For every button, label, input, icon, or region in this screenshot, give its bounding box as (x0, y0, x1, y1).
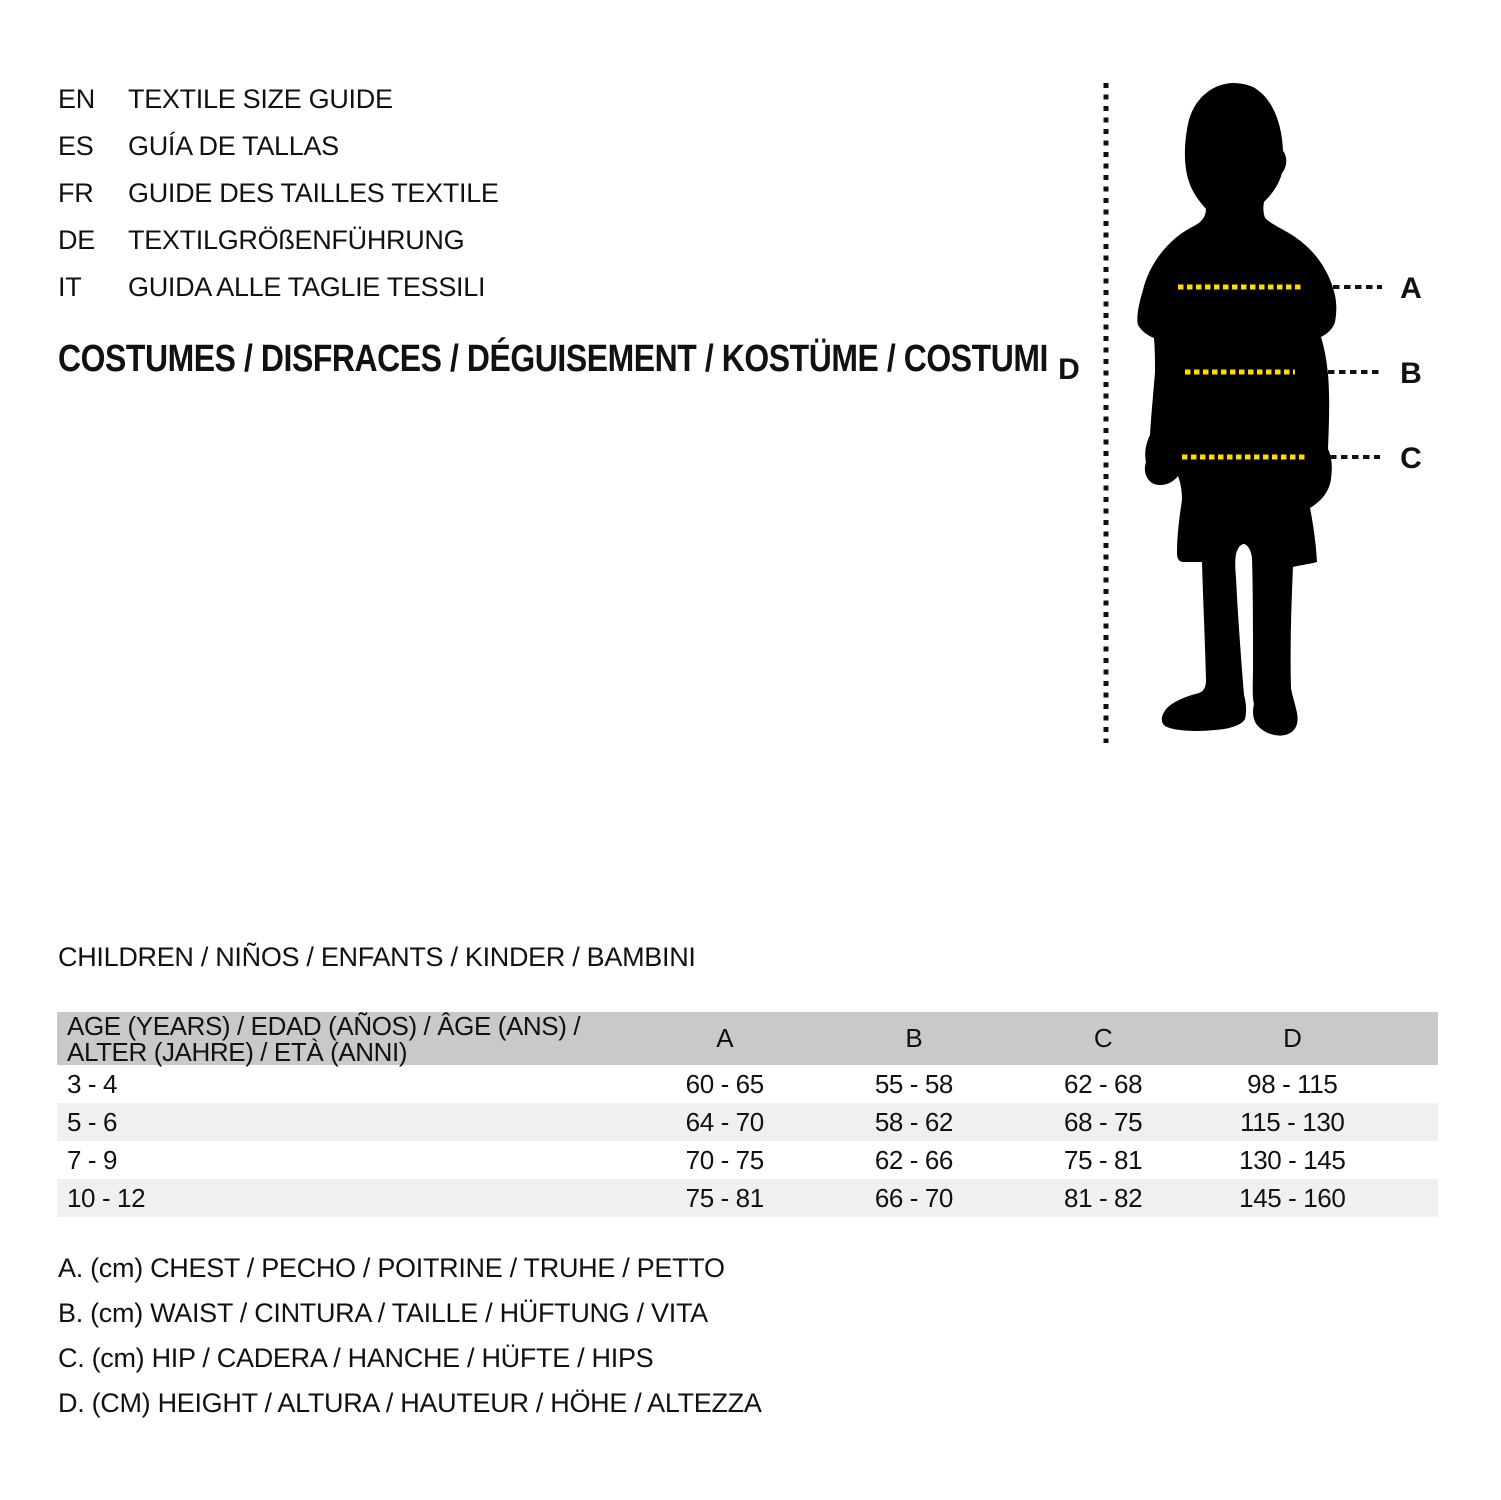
hip-value: 75 - 81 (1064, 1144, 1143, 1175)
measurement-figure (1040, 60, 1500, 760)
column-header-b: B (905, 1023, 923, 1053)
language-code: DE (58, 225, 95, 255)
height-value: 98 - 115 (1247, 1068, 1338, 1099)
language-row-fr (58, 178, 499, 225)
language-code: FR (58, 178, 94, 208)
table-spacer-cell (1387, 1103, 1438, 1141)
column-header-c: C (1093, 1023, 1113, 1053)
language-code: ES (58, 131, 94, 161)
language-title: GUÍA DE TALLAS (128, 131, 339, 161)
measurement-legend (58, 1246, 762, 1426)
waist-value: 55 - 58 (874, 1068, 953, 1099)
age-cell: 7 - 9 (67, 1144, 118, 1175)
column-header-a: A (716, 1023, 734, 1053)
legend-hip: C. (cm) HIP / CADERA / HANCHE / HÜFTE / HIPS (58, 1343, 654, 1373)
chest-value: 60 - 65 (685, 1068, 764, 1099)
waist-value: 66 - 70 (874, 1182, 953, 1213)
hip-value: 81 - 82 (1064, 1182, 1143, 1213)
chest-value: 70 - 75 (685, 1144, 764, 1175)
size-table (57, 1012, 1438, 1217)
table-row (57, 1103, 1438, 1141)
language-title: TEXTILE SIZE GUIDE (128, 84, 393, 114)
age-cell: 3 - 4 (67, 1068, 118, 1099)
chest-value: 64 - 70 (685, 1106, 764, 1137)
language-row-en (58, 84, 499, 131)
table-spacer-cell (1387, 1179, 1438, 1217)
language-title: GUIDA ALLE TAGLIE TESSILI (128, 272, 486, 302)
language-title: TEXTILGRÖßENFÜHRUNG (128, 225, 465, 255)
hip-value: 62 - 68 (1064, 1068, 1143, 1099)
table-spacer-cell (1387, 1141, 1438, 1179)
language-code: EN (58, 84, 95, 114)
measure-label-d: D (1058, 353, 1080, 386)
measure-label-c: C (1400, 442, 1422, 475)
language-title: GUIDE DES TAILLES TEXTILE (128, 178, 499, 208)
age-header-cell (57, 1012, 630, 1065)
legend-height: D. (CM) HEIGHT / ALTURA / HAUTEUR / HÖHE / ALTEZZA (58, 1388, 762, 1418)
age-cell: 10 - 12 (67, 1182, 146, 1213)
legend-waist: B. (cm) WAIST / CINTURA / TAILLE / HÜFTUNG / VITA (58, 1298, 708, 1328)
children-section-heading: CHILDREN / NIÑOS / ENFANTS / KINDER / BAMBINI (58, 942, 696, 972)
language-code: IT (58, 272, 82, 302)
measure-label-a: A (1400, 272, 1422, 305)
table-spacer-cell (1387, 1065, 1438, 1103)
table-row (57, 1141, 1438, 1179)
height-value: 115 - 130 (1240, 1106, 1345, 1137)
table-row (57, 1065, 1438, 1103)
height-value: 145 - 160 (1239, 1182, 1346, 1213)
size-table-header-row (57, 1012, 1438, 1065)
height-value: 130 - 145 (1239, 1144, 1346, 1175)
language-row-it (58, 272, 499, 319)
table-row (57, 1179, 1438, 1217)
column-header-d: D (1283, 1023, 1302, 1053)
waist-value: 62 - 66 (874, 1144, 953, 1175)
child-silhouette-icon (1137, 83, 1336, 736)
language-row-de (58, 225, 499, 272)
language-list (58, 84, 499, 319)
category-heading: COSTUMES / DISFRACES / DÉGUISEMENT / KOSTÜME / COSTUMI (58, 338, 1048, 380)
hip-value: 68 - 75 (1064, 1106, 1143, 1137)
age-header-line1: AGE (YEARS) / EDAD (AÑOS) / ÂGE (ANS) / (67, 1010, 581, 1041)
language-row-es (58, 131, 499, 178)
waist-value: 58 - 62 (874, 1106, 953, 1137)
measure-label-b: B (1400, 357, 1422, 390)
age-header-line2: ALTER (JAHRE) / ETÀ (ANNI) (67, 1036, 408, 1067)
table-spacer-cell (1387, 1012, 1438, 1065)
chest-value: 75 - 81 (685, 1182, 764, 1213)
legend-chest: A. (cm) CHEST / PECHO / POITRINE / TRUHE / PETTO (58, 1253, 725, 1283)
age-cell: 5 - 6 (67, 1106, 118, 1137)
